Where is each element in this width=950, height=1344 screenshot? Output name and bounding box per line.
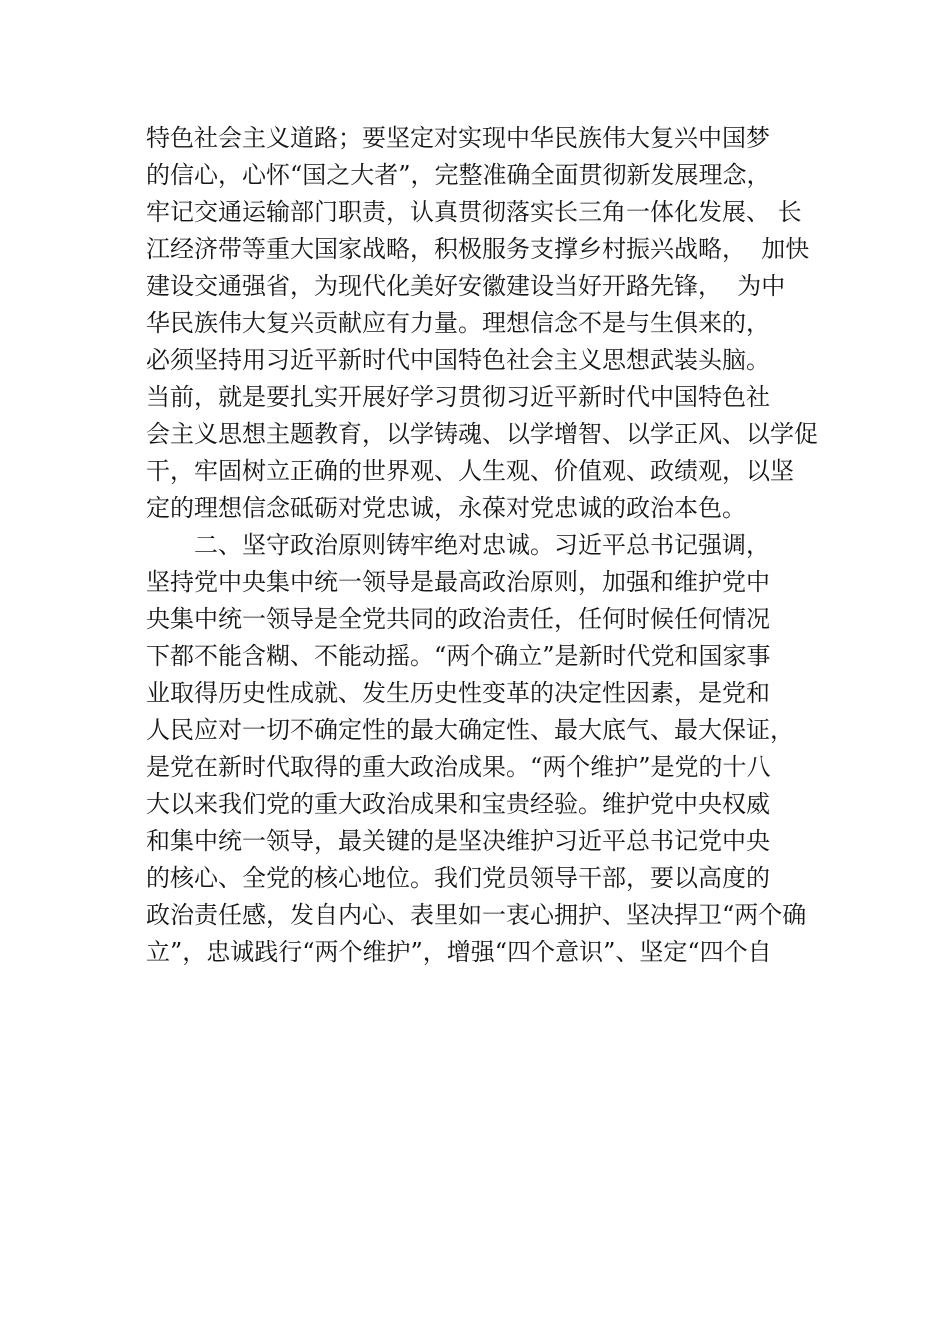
text-line: 华民族伟大复兴贡献应有力量。理想信念不是与生俱来的， [146,309,770,337]
text-line: 江经济带等重大国家战略，积极服务支撑乡村振兴战略， 加快 [146,235,810,263]
text-line: 人民应对一切不确定性的最大确定性、最大底气、最大保证， [146,716,794,744]
text-line: 当前，就是要扎实开展好学习贯彻习近平新时代中国特色社 [146,383,770,411]
text-line: 立”，忠诚践行“两个维护”，增强“四个意识”、坚定“四个自 [146,938,772,966]
text-line: 定的理想信念砥砺对党忠诚，永葆对党忠诚的政治本色。 [146,494,746,522]
text-line: 建设交通强省，为现代化美好安徽建设当好开路先锋， 为中 [146,272,786,300]
text-line: 下都不能含糊、不能动摇。“两个确立”是新时代党和国家事 [146,642,771,670]
text-line: 必须坚持用习近平新时代中国特色社会主义思想武装头脑。 [146,346,770,374]
text-line: 干，牢固树立正确的世界观、人生观、价值观、政绩观，以坚 [146,457,794,485]
text-line: 央集中统一领导是全党共同的政治责任，任何时候任何情况 [146,605,770,633]
text-line: 牢记交通运输部门职责，认真贯彻落实长三角一体化发展、 长 [146,198,802,226]
text-line: 政治责任感，发自内心、表里如一衷心拥护、坚决捍卫“两个确 [146,901,807,929]
body-text [146,120,836,971]
section-heading-line: 二、坚守政治原则铸牢绝对忠诚。习近平总书记强调， [194,531,770,559]
text-line: 的核心、全党的核心地位。我们党员领导干部，要以高度的 [146,864,770,892]
text-line: 的信心，心怀“国之大者”，完整准确全面贯彻新发展理念， [146,161,771,189]
text-line: 是党在新时代取得的重大政治成果。“两个维护”是党的十八 [146,753,771,781]
text-line: 大以来我们党的重大政治成果和宝贵经验。维护党中央权威 [146,790,770,818]
text-line: 业取得历史性成就、发生历史性变革的决定性因素，是党和 [146,679,770,707]
text-line: 特色社会主义道路；要坚定对实现中华民族伟大复兴中国梦 [146,124,770,152]
text-line: 会主义思想主题教育，以学铸魂、以学增智、以学正风、以学促 [146,420,818,448]
text-line: 和集中统一领导，最关键的是坚决维护习近平总书记党中央 [146,827,770,855]
text-line: 坚持党中央集中统一领导是最高政治原则，加强和维护党中 [146,568,770,596]
